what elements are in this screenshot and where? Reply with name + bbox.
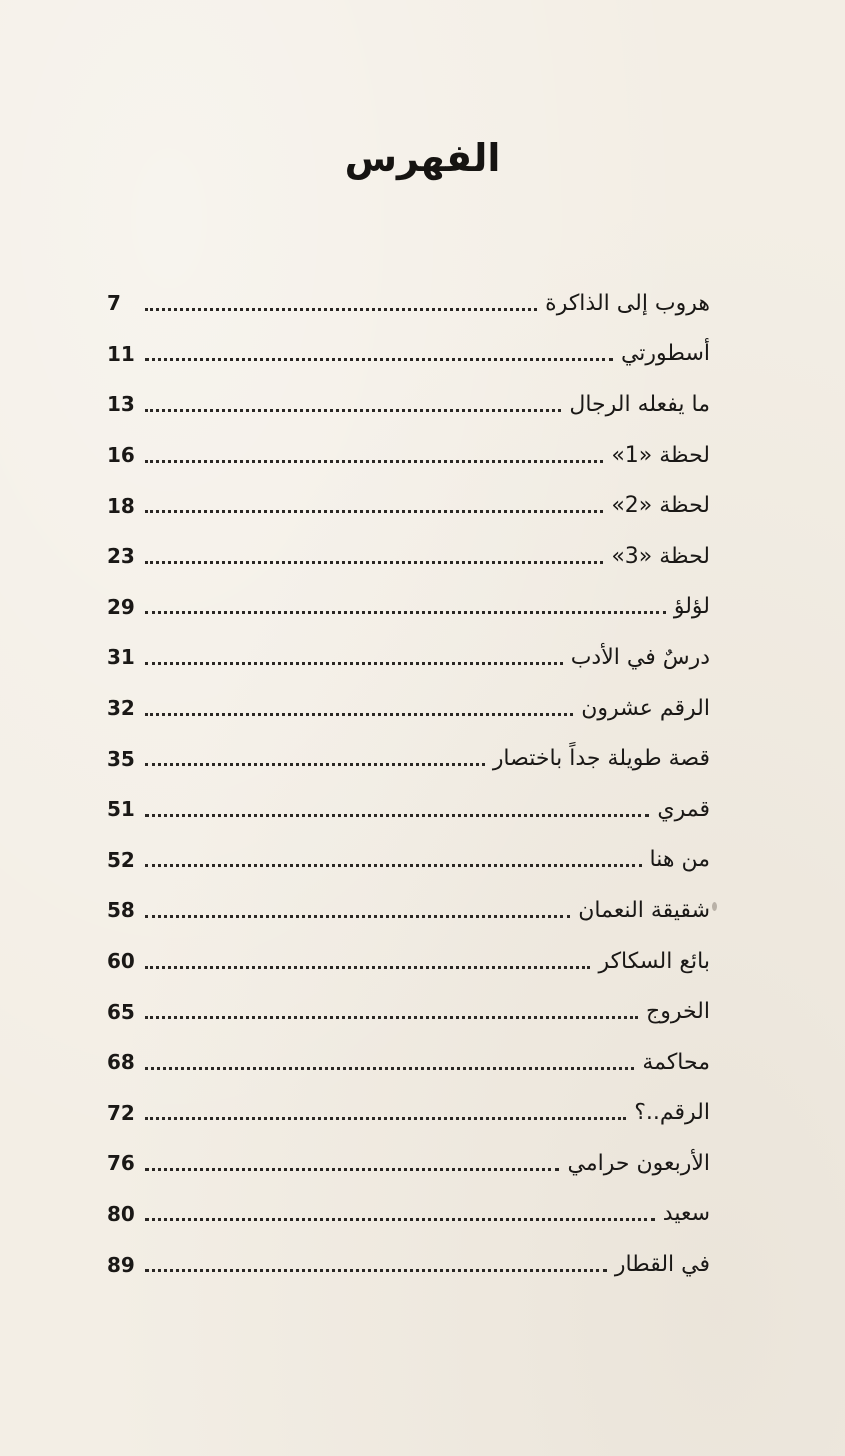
dot-leader (145, 409, 561, 412)
toc-entry-page: 68 (107, 1050, 135, 1075)
toc-entry (107, 1189, 710, 1240)
toc-entry-title: بائع السكاكر (598, 948, 710, 974)
toc-entry-page: 72 (107, 1100, 135, 1125)
dot-leader (145, 915, 570, 918)
dot-leader (145, 1168, 559, 1171)
dot-leader (145, 460, 603, 463)
toc-entry (107, 582, 710, 633)
toc-entry-page: 58 (107, 898, 135, 923)
toc-entry-page: 32 (107, 696, 135, 721)
dot-leader (145, 1117, 626, 1120)
toc-entry-title: لؤلؤ (673, 594, 710, 620)
toc-entry-page: 80 (107, 1201, 135, 1226)
dot-leader (145, 814, 649, 817)
toc-entry-page: 18 (107, 493, 135, 518)
dot-leader (145, 1067, 634, 1070)
toc-entry-page: 13 (107, 392, 135, 417)
dot-leader (145, 1016, 638, 1019)
toc-entry-title: درسٌ في الأدب (570, 644, 710, 670)
toc-entry-title: الرقم..؟ (634, 1100, 710, 1126)
dot-leader (145, 763, 485, 766)
toc-entry-title: قصة طويلة جداً باختصار (492, 746, 710, 772)
toc-entry-title: من هنا (649, 847, 710, 873)
toc-entry-page: 76 (107, 1151, 135, 1176)
dot-leader (145, 1269, 607, 1272)
toc-entry (107, 430, 710, 481)
toc-entry (107, 329, 710, 380)
toc-entry (107, 379, 710, 430)
toc-entry (107, 1239, 710, 1290)
paper-speck (712, 902, 717, 911)
toc-entry (107, 278, 710, 329)
toc-entry-title: لحظة «3» (611, 543, 710, 569)
toc-entry-page: 11 (107, 341, 135, 366)
toc-entry-page: 60 (107, 949, 135, 974)
dot-leader (145, 864, 642, 867)
toc-entry-title: محاكمة (642, 1049, 710, 1075)
toc-entry-page: 16 (107, 443, 135, 468)
dot-leader (145, 510, 603, 513)
toc-entry-page: 31 (107, 645, 135, 670)
toc-entry-page: 35 (107, 746, 135, 771)
dot-leader (145, 561, 603, 564)
toc-entry (107, 480, 710, 531)
toc-entry (107, 885, 710, 936)
toc-entry (107, 936, 710, 987)
dot-leader (145, 662, 563, 665)
toc-entry (107, 733, 710, 784)
toc-entry-title: أسطورتي (620, 341, 710, 367)
dot-leader (145, 358, 613, 361)
page-title: الفهرس (344, 136, 501, 180)
table-of-contents (107, 278, 710, 1290)
dot-leader (145, 713, 573, 716)
toc-entry-page: 89 (107, 1252, 135, 1277)
toc-entry (107, 1138, 710, 1189)
toc-entry-title: هروب إلى الذاكرة (545, 290, 710, 316)
toc-entry-title: لحظة «2» (611, 493, 710, 519)
toc-entry-page: 7 (107, 291, 121, 316)
toc-entry (107, 632, 710, 683)
toc-entry-page: 23 (107, 544, 135, 569)
toc-entry-title: قمري (657, 796, 710, 822)
toc-entry-title: في القطار (614, 1252, 710, 1278)
dot-leader (145, 308, 537, 311)
toc-entry-page: 65 (107, 999, 135, 1024)
toc-entry-page: 29 (107, 594, 135, 619)
dot-leader (145, 966, 590, 969)
toc-entry (107, 986, 710, 1037)
toc-entry-title: الخروج (646, 999, 710, 1025)
toc-entry (107, 1088, 710, 1139)
toc-entry-title: ما يفعله الرجال (569, 391, 710, 417)
toc-entry (107, 784, 710, 835)
toc-entry-title: شقيقة النعمان (578, 897, 710, 923)
toc-entry (107, 835, 710, 886)
dot-leader (145, 1218, 655, 1221)
toc-entry-title: الرقم عشرون (581, 695, 710, 721)
toc-entry-page: 51 (107, 797, 135, 822)
toc-entry (107, 531, 710, 582)
toc-entry (107, 1037, 710, 1088)
dot-leader (145, 611, 666, 614)
toc-entry-title: لحظة «1» (611, 442, 710, 468)
toc-entry-title: سعيد (662, 1201, 710, 1227)
toc-entry (107, 683, 710, 734)
toc-entry-title: الأربعون حرامي (567, 1150, 710, 1176)
toc-entry-page: 52 (107, 847, 135, 872)
